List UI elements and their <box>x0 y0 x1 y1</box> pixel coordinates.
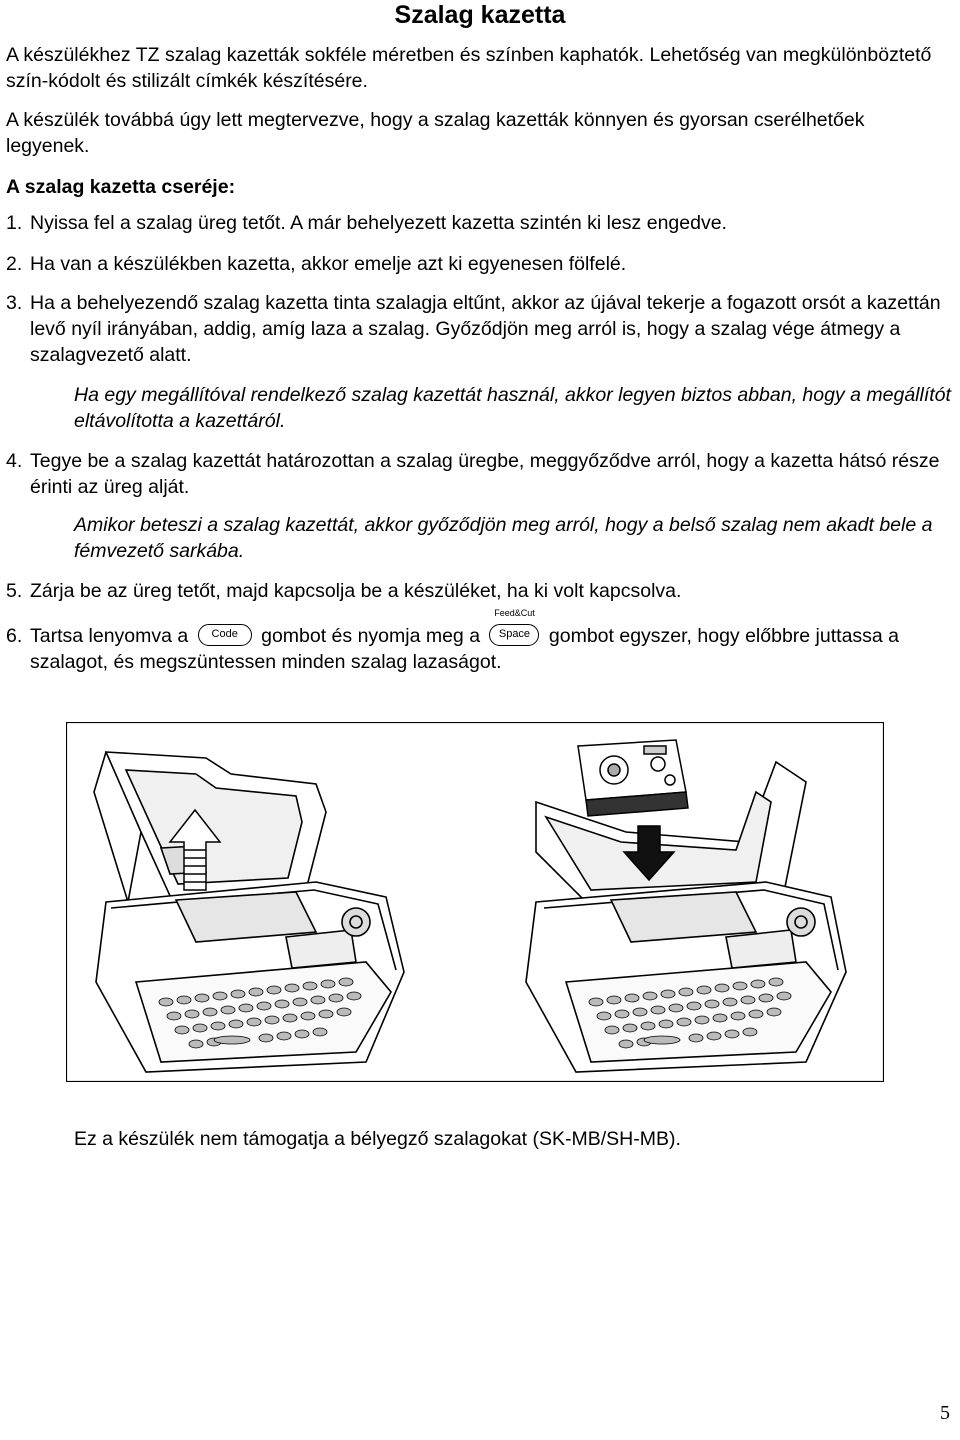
page-number: 5 <box>940 1402 950 1424</box>
step-text: Ha a behelyezendő szalag kazetta tinta szalagja eltűnt, akkor az újával tekerje a fogazott orsót a kazettán levő nyíl irányában, addig, amíg laza a szalag. Győződjön meg arról is, hogy a szalag vége átmegy a szalagvezető alatt. <box>30 292 941 366</box>
page-title: Szalag kazetta <box>394 1 566 29</box>
step-text: Tegye be a szalag kazettát határozottan a szalag üregbe, meggyőződve arról, hogy a kazetta hátsó része érinti az üreg alját. <box>30 450 940 498</box>
feed-cut-label: Feed&Cut <box>494 607 535 618</box>
step-text: Nyissa fel a szalag üreg tetőt. A már behelyezett kazetta szintén ki lesz engedve. <box>30 212 727 234</box>
step-number: 6. <box>6 625 23 647</box>
code-key-icon <box>198 624 252 646</box>
intro-paragraph-1: A készülékhez TZ szalag kazetták sokféle méretben és színben kaphatók. Lehetőség van megkülönböztető szín-kódolt és stilizált címkék készítésére. <box>6 44 932 92</box>
space-key-icon <box>489 607 539 646</box>
note-inner-tape: Amikor beteszi a szalag kazettát, akkor győződjön meg arról, hogy a belső szalag nem akadt bele a fémvezető sarkába. <box>74 514 933 562</box>
step-text-part: Tartsa lenyomva a <box>30 625 189 647</box>
section-subheading: A szalag kazetta cseréje: <box>6 176 236 198</box>
step-number: 1. <box>6 212 23 234</box>
tape-cassette-icon <box>578 740 688 816</box>
step-text-part: gombot és nyomja meg a <box>261 625 481 647</box>
step-number: 4. <box>6 450 23 472</box>
cassette-replacement-illustration <box>66 722 884 1082</box>
step-text: Zárja be az üreg tetőt, majd kapcsolja be a készüléket, ha ki volt kapcsolva. <box>30 580 682 602</box>
step-number: 3. <box>6 292 23 314</box>
step-number: 2. <box>6 253 23 275</box>
intro-paragraph-2: A készülék továbbá úgy lett megtervezve, hogy a szalag kazetták könnyen és gyorsan cserélhetőek legyenek. <box>6 109 865 157</box>
code-key-label: Code <box>211 627 238 640</box>
footer-note: Ez a készülék nem támogatja a bélyegző szalagokat (SK-MB/SH-MB). <box>74 1128 681 1150</box>
step-text <box>30 607 950 675</box>
note-stopper: Ha egy megállítóval rendelkező szalag kazettát használ, akkor legyen biztos abban, hogy a megállítót eltávolította a kazettáról. <box>74 384 951 432</box>
step-text: Ha van a készülékben kazetta, akkor emelje azt ki egyenesen fölfelé. <box>30 253 627 275</box>
space-key-label: Space <box>498 627 531 640</box>
step-text-part: gombot egyszer, hogy előbbre juttassa a szalagot, és megszüntessen minden szalag lazaságot. <box>30 625 900 673</box>
step-number: 5. <box>6 580 23 602</box>
